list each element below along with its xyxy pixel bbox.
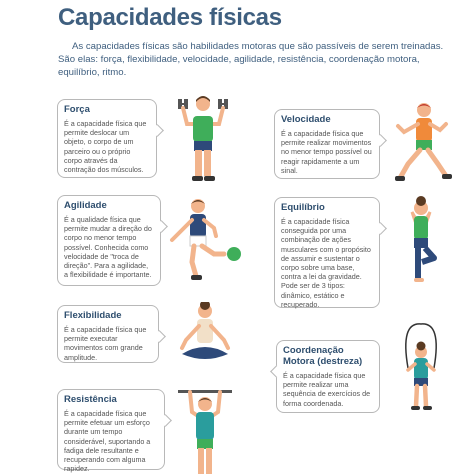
intro-paragraph: As capacidades físicas são habilidades motoras que são passíveis de serem treinadas. São elas: força, flexibilidade, velocidade, agilidade, resistência, coordenação motora, equilíbrio, ritmo. — [58, 41, 444, 78]
card-forca — [57, 99, 157, 178]
flexibility-pose-illustration — [174, 302, 236, 366]
card-velocidade — [274, 109, 380, 179]
card-text: É a capacidade física que permite realizar uma sequência de exercícios de forma coordenada. — [283, 371, 371, 408]
card-pointer — [159, 414, 172, 427]
card-title: Equilíbrio — [281, 202, 325, 213]
card-pointer — [153, 330, 166, 343]
card-title: Coordenação Motora (destreza) — [283, 345, 363, 367]
card-flexibilidade — [57, 305, 159, 363]
card-title: Resistência — [64, 394, 117, 405]
card-equilibrio — [274, 197, 380, 308]
card-text: É a capacidade física conseguida por uma combinação de ações musculares com o propósito de assumir e sustentar o corpo sobre uma base, contra a lei da gravidade. Pode ser de 3 tipos: dinâmico, estático e recuperado. — [281, 217, 371, 309]
card-title: Velocidade — [281, 114, 331, 125]
card-pointer — [374, 134, 387, 147]
soccer-player-illustration — [166, 196, 244, 282]
weightlifter-illustration — [175, 94, 231, 184]
card-pointer — [270, 365, 283, 378]
card-text: É a capacidade física que permite efetuar um esforço durante um tempo considerável, suportando a fadiga dele resultante e recuperando com alguma rapidez. — [64, 409, 151, 474]
runner-illustration — [394, 100, 452, 186]
pullup-illustration — [176, 386, 234, 474]
card-text: É a capacidade física que permite realizar movimentos no menor tempo possível ou reagir rapidamente a um sinal. — [281, 129, 372, 175]
balance-pose-illustration — [398, 196, 444, 286]
card-pointer — [151, 124, 164, 137]
card-title: Agilidade — [64, 200, 107, 211]
card-title: Flexibilidade — [64, 310, 122, 321]
page-title: Capacidades físicas — [58, 4, 282, 31]
card-text: É a capacidade física que permite executar movimentos com grande amplitude. — [64, 325, 147, 362]
card-resistencia — [57, 389, 165, 474]
card-pointer — [374, 222, 387, 235]
jump-rope-illustration — [396, 322, 446, 416]
card-coordenacao — [276, 340, 380, 413]
card-text: É a capacidade física que permite deslocar um objeto, o corpo de um parceiro ou o próprio corpo através da contração dos músculos. — [64, 119, 147, 175]
card-text: É a qualidade física que permite mudar a direção do corpo no menor tempo possível. Conhecida como velocidade de "troca de direção". Para a agilidade, a flexibilidade é importante. — [64, 215, 152, 280]
card-title: Força — [64, 104, 90, 115]
card-agilidade — [57, 195, 161, 286]
